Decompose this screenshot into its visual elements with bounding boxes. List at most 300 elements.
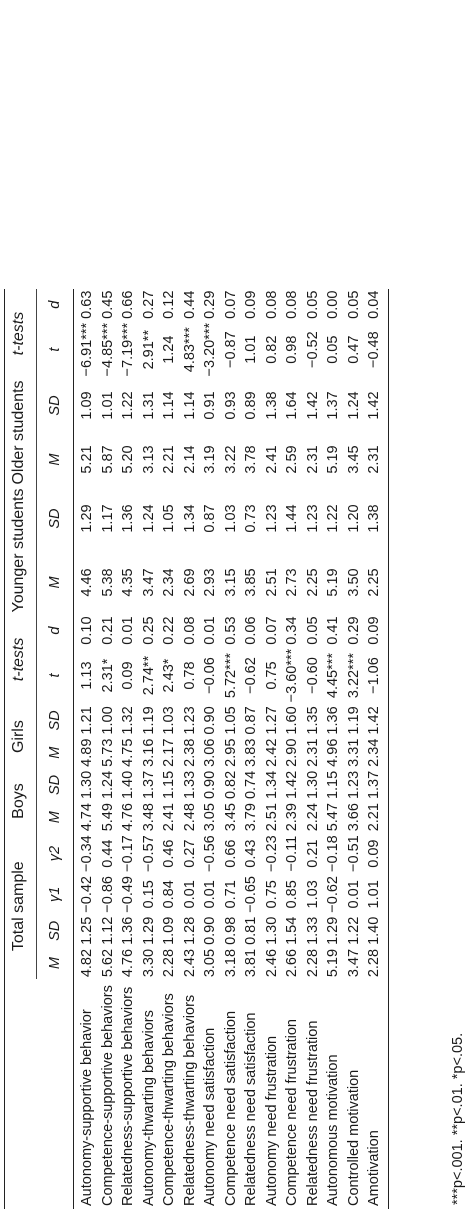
table-cell: 0.44 bbox=[181, 290, 198, 319]
group-header: t-tests bbox=[5, 614, 37, 704]
table-cell: 1.27 bbox=[263, 706, 280, 735]
table-cell: 0.66 bbox=[120, 290, 136, 319]
table-cell: 1.29 bbox=[325, 916, 341, 945]
table-row bbox=[221, 289, 242, 1209]
table-cell: 1.22 bbox=[120, 391, 136, 420]
row-label: Relatedness-supportive behaviors bbox=[120, 986, 136, 1206]
table-cell: 1.22 bbox=[345, 916, 362, 945]
table-cell: −0.42 bbox=[74, 874, 98, 915]
table-row bbox=[98, 289, 119, 1209]
table-cell: 0.08 bbox=[181, 616, 198, 645]
table-cell: 1.24 bbox=[345, 391, 362, 420]
table-cell: 5.49 bbox=[99, 803, 116, 832]
table-cell: 0.90 bbox=[202, 770, 218, 800]
table-cell: 1.30 bbox=[304, 770, 321, 800]
table-cell: 1.33 bbox=[304, 916, 321, 945]
table-cell: 1.15 bbox=[161, 770, 177, 800]
table-cell: 1.21 bbox=[74, 704, 98, 736]
table-cell: 5.20 bbox=[120, 445, 136, 474]
row-label: Autonomy need satisfaction bbox=[202, 1027, 218, 1206]
table-cell: 2.31 bbox=[364, 433, 388, 487]
table-cell: 1.05 bbox=[161, 504, 177, 533]
table-cell: 3.66 bbox=[345, 803, 362, 832]
table-cell: 1.32 bbox=[120, 706, 136, 735]
table-cell: 0.04 bbox=[364, 289, 388, 321]
row-label: Competence need satisfaction bbox=[222, 1010, 239, 1206]
table-cell: 3.18 bbox=[222, 948, 239, 978]
table-cell: 0.73 bbox=[243, 504, 259, 533]
table-cell: 2.90 bbox=[284, 738, 300, 767]
table-cell: 1.42 bbox=[284, 770, 300, 800]
table-cell: 0.41 bbox=[325, 616, 341, 645]
table-cell: −0.52 bbox=[304, 331, 321, 369]
table-cell: 2.34 bbox=[364, 737, 388, 769]
table-cell: 1.30 bbox=[263, 916, 280, 945]
table-cell: 2.43* bbox=[161, 658, 177, 693]
table-cell: 0.90 bbox=[202, 706, 218, 735]
table-cell: 3.83 bbox=[243, 738, 259, 767]
table-row bbox=[323, 289, 344, 1209]
table-cell: −3.20*** bbox=[202, 322, 218, 377]
table-cell: −0.62 bbox=[243, 657, 259, 694]
table-cell: 1.29 bbox=[140, 916, 157, 945]
table-row bbox=[241, 289, 262, 1209]
table-cell: 0.01 bbox=[345, 880, 362, 909]
table-row bbox=[303, 289, 324, 1209]
table-cell: −0.06 bbox=[202, 657, 218, 694]
table-cell: 0.89 bbox=[243, 391, 259, 420]
table-cell: 0.34 bbox=[284, 616, 300, 645]
table-cell: 1.23 bbox=[263, 504, 280, 533]
table-cell: 0.90 bbox=[202, 916, 218, 945]
table-cell: 1.01 bbox=[364, 874, 388, 915]
table-cell: 1.31 bbox=[140, 391, 157, 420]
significance-note: ***p<.001. **p<.01. *p<.05. bbox=[450, 1032, 466, 1205]
table-cell: 0.75 bbox=[263, 661, 280, 690]
table-cell: 0.05 bbox=[345, 290, 362, 319]
table-cell: 5.72*** bbox=[222, 652, 239, 699]
table-row bbox=[118, 289, 139, 1209]
table-cell: −0.18 bbox=[325, 835, 341, 872]
table-cell: 1.37 bbox=[140, 770, 157, 800]
table-cell: 2.21 bbox=[161, 445, 177, 474]
table-cell: 1.19 bbox=[140, 706, 157, 735]
table-cell: 0.87 bbox=[243, 706, 259, 735]
table-cell: 1.42 bbox=[304, 391, 321, 420]
table-cell: 2.14 bbox=[181, 445, 198, 474]
row-label: Autonomy-thwarting behaviors bbox=[140, 1010, 157, 1206]
table-cell: 2.34 bbox=[161, 568, 177, 597]
table-row bbox=[200, 289, 221, 1209]
table-cell: 4.74 bbox=[74, 801, 98, 833]
table-body bbox=[74, 289, 389, 1209]
table-cell: 2.91** bbox=[140, 329, 157, 370]
table-cell: 3.79 bbox=[243, 803, 259, 832]
table-cell: 2.41 bbox=[263, 445, 280, 474]
table-cell: 4.76 bbox=[120, 948, 136, 978]
table-cell: −0.57 bbox=[140, 835, 157, 872]
table-cell: −6.91*** bbox=[74, 321, 98, 379]
table-cell: 3.45 bbox=[222, 803, 239, 832]
table-cell: 3.85 bbox=[243, 568, 259, 597]
table-cell: 1.34 bbox=[263, 770, 280, 800]
table-cell: 3.05 bbox=[202, 948, 218, 978]
table-cell: 1.09 bbox=[161, 916, 177, 945]
group-header: Younger students bbox=[5, 487, 37, 615]
table-cell: −0.65 bbox=[243, 875, 259, 913]
table-header bbox=[5, 289, 74, 1209]
row-label: Amotivation bbox=[364, 979, 388, 1209]
row-label: Autonomy need frustration bbox=[263, 1035, 280, 1206]
table-cell: 0.00 bbox=[325, 290, 341, 319]
table-cell: 0.15 bbox=[140, 880, 157, 909]
table-cell: 2.25 bbox=[304, 568, 321, 597]
table-cell: −0.51 bbox=[345, 835, 362, 872]
table-cell: 1.19 bbox=[345, 706, 362, 735]
table-cell: 0.09 bbox=[120, 661, 136, 690]
group-header: Boys bbox=[5, 769, 37, 833]
table-cell: 5.47 bbox=[325, 803, 341, 832]
table-cell: 3.45 bbox=[345, 445, 362, 474]
table-cell: 2.39 bbox=[284, 803, 300, 832]
table-cell: 3.06 bbox=[202, 738, 218, 767]
table-cell: 0.74 bbox=[243, 770, 259, 800]
table-cell: 3.30 bbox=[140, 948, 157, 978]
table-cell: 4.82 bbox=[74, 947, 98, 979]
table-cell: 0.91 bbox=[202, 391, 218, 420]
table-cell: 1.40 bbox=[120, 770, 136, 800]
table-cell: 0.29 bbox=[202, 290, 218, 319]
column-subheader: M bbox=[46, 957, 63, 970]
table-cell: 0.84 bbox=[161, 880, 177, 909]
table-cell: 2.93 bbox=[202, 568, 218, 597]
row-label: Competence need frustration bbox=[284, 1019, 300, 1206]
table-cell: 1.36 bbox=[120, 916, 136, 945]
table-cell: 3.48 bbox=[140, 803, 157, 832]
table-cell: 3.31 bbox=[345, 738, 362, 767]
table-cell: 1.22 bbox=[325, 504, 341, 533]
table-cell: 2.31* bbox=[99, 658, 116, 693]
table-cell: 0.08 bbox=[263, 290, 280, 319]
table-cell: 0.01 bbox=[202, 616, 218, 645]
table-cell: −0.34 bbox=[74, 833, 98, 874]
table-cell: 3.22 bbox=[222, 445, 239, 474]
group-header: Older students bbox=[5, 378, 37, 486]
table-cell: 1.01 bbox=[99, 391, 116, 420]
table-cell: 0.82 bbox=[222, 770, 239, 800]
table-cell: 0.75 bbox=[263, 880, 280, 909]
table-cell: 0.66 bbox=[222, 839, 239, 868]
table-cell: 1.24 bbox=[140, 504, 157, 533]
table-cell: 4.89 bbox=[74, 737, 98, 769]
table-cell: 1.38 bbox=[263, 391, 280, 420]
table-cell: 2.69 bbox=[181, 568, 198, 597]
table-cell: 1.03 bbox=[161, 706, 177, 735]
table-cell: 1.23 bbox=[345, 770, 362, 800]
table-cell: 2.59 bbox=[284, 445, 300, 474]
column-subheader: γ2 bbox=[46, 845, 63, 862]
table-cell: 5.19 bbox=[325, 445, 341, 474]
table-cell: −0.56 bbox=[202, 835, 218, 872]
table-cell: 2.42 bbox=[263, 738, 280, 767]
table-cell: 5.19 bbox=[325, 568, 341, 597]
table-cell: 3.47 bbox=[140, 568, 157, 597]
table-cell: 1.15 bbox=[325, 770, 341, 800]
table-cell: 2.46 bbox=[263, 948, 280, 978]
table-row bbox=[344, 289, 365, 1209]
table-cell: 2.51 bbox=[263, 568, 280, 597]
column-subheader: SD bbox=[46, 395, 63, 416]
table-cell: 0.01 bbox=[181, 880, 198, 909]
table-cell: 3.50 bbox=[345, 568, 362, 597]
table-cell: 1.09 bbox=[74, 378, 98, 432]
table-row bbox=[282, 289, 303, 1209]
table-cell: 2.43 bbox=[181, 948, 198, 978]
table-cell: 2.48 bbox=[181, 803, 198, 832]
table-cell: 0.22 bbox=[161, 616, 177, 645]
table-cell: 0.01 bbox=[202, 880, 218, 909]
table-cell: 1.24 bbox=[161, 335, 177, 364]
table-cell: 2.21 bbox=[364, 801, 388, 833]
table-cell: 5.19 bbox=[325, 948, 341, 978]
table-cell: 0.05 bbox=[325, 335, 341, 364]
table-cell: 0.78 bbox=[181, 661, 198, 690]
table-cell: 0.71 bbox=[222, 880, 239, 909]
table-cell: 1.03 bbox=[304, 880, 321, 909]
table-cell: 1.42 bbox=[364, 704, 388, 736]
table-cell: 0.93 bbox=[222, 391, 239, 420]
table-cell: 0.27 bbox=[140, 290, 157, 319]
row-label: Competence-thwarting behaviors bbox=[161, 993, 177, 1206]
row-label: Relatedness-thwarting behaviors bbox=[181, 994, 198, 1206]
table-cell: 1.13 bbox=[74, 647, 98, 705]
table-cell: 2.73 bbox=[284, 568, 300, 597]
table-cell: 0.43 bbox=[243, 839, 259, 868]
table-cell: 1.38 bbox=[364, 487, 388, 551]
table-cell: 4.96 bbox=[325, 738, 341, 767]
table-cell: 1.54 bbox=[284, 916, 300, 945]
table-cell: 3.81 bbox=[243, 948, 259, 978]
table-row bbox=[139, 289, 160, 1209]
row-label-subheader bbox=[36, 979, 74, 1209]
group-header: Total sample bbox=[5, 833, 37, 979]
table-cell: 1.33 bbox=[181, 770, 198, 800]
table-cell: 2.31 bbox=[304, 738, 321, 767]
table-cell: 0.21 bbox=[304, 839, 321, 868]
table-cell: 3.22*** bbox=[345, 652, 362, 699]
table-cell: 1.14 bbox=[181, 391, 198, 420]
group-header-row bbox=[5, 289, 37, 1209]
table-cell: 3.47 bbox=[345, 948, 362, 978]
table-cell: 0.21 bbox=[99, 616, 116, 645]
table-cell: 0.10 bbox=[74, 614, 98, 646]
table-row bbox=[180, 289, 201, 1209]
table-cell: 3.13 bbox=[140, 445, 157, 474]
table-cell: 1.36 bbox=[120, 504, 136, 533]
table-cell: 1.37 bbox=[364, 769, 388, 801]
table-row bbox=[364, 289, 388, 1209]
table-cell: 1.37 bbox=[325, 391, 341, 420]
column-subheader: SD bbox=[46, 774, 63, 796]
table-cell: −4.85*** bbox=[99, 322, 116, 377]
table-cell: −0.11 bbox=[284, 835, 300, 872]
column-subheader: M bbox=[46, 576, 63, 589]
table-cell: 1.05 bbox=[222, 706, 239, 735]
table-cell: 0.98 bbox=[284, 335, 300, 364]
table-cell: 3.78 bbox=[243, 445, 259, 474]
column-subheader: SD bbox=[46, 508, 63, 529]
table-cell: 2.95 bbox=[222, 738, 239, 767]
table-cell: 5.21 bbox=[74, 433, 98, 487]
table-cell: 1.01 bbox=[243, 335, 259, 364]
column-subheader: SD bbox=[46, 920, 63, 941]
table-cell: −0.60 bbox=[304, 657, 321, 694]
group-header: t-tests bbox=[5, 289, 37, 379]
table-cell: 4.45*** bbox=[325, 652, 341, 699]
table-cell: 0.98 bbox=[222, 916, 239, 945]
column-subheader: d bbox=[46, 300, 63, 309]
column-subheader: t bbox=[46, 347, 63, 352]
table-cell: 0.27 bbox=[181, 839, 198, 868]
statistics-table bbox=[4, 289, 389, 1209]
table-cell: −0.49 bbox=[120, 875, 136, 913]
table-cell: 1.00 bbox=[99, 706, 116, 735]
table-cell: 0.53 bbox=[222, 616, 239, 645]
table-cell: 0.45 bbox=[99, 290, 116, 319]
table-cell: 2.17 bbox=[161, 738, 177, 767]
table-cell: 5.38 bbox=[99, 568, 116, 597]
row-label: Controlled motivation bbox=[345, 1069, 362, 1206]
table-cell: 1.20 bbox=[345, 504, 362, 533]
table-cell: 0.07 bbox=[222, 290, 239, 319]
table-cell: 0.08 bbox=[284, 290, 300, 319]
row-label: Relatedness need frustration bbox=[304, 1020, 321, 1206]
table-cell: 0.25 bbox=[140, 616, 157, 645]
table-cell: 2.51 bbox=[263, 803, 280, 832]
table-cell: 0.09 bbox=[364, 614, 388, 646]
table-cell: −0.48 bbox=[364, 321, 388, 379]
table-cell: −0.17 bbox=[120, 835, 136, 872]
table-cell: 0.44 bbox=[99, 839, 116, 868]
table-cell: 2.24 bbox=[304, 803, 321, 832]
column-subheader: M bbox=[46, 811, 63, 824]
column-subheader: d bbox=[46, 626, 63, 635]
table-cell: 2.31 bbox=[304, 445, 321, 474]
table-cell: 5.87 bbox=[99, 445, 116, 474]
table-cell: 1.24 bbox=[99, 770, 116, 800]
column-subheader: γ1 bbox=[46, 886, 63, 902]
table-cell: 2.41 bbox=[161, 803, 177, 832]
table-cell: 5.73 bbox=[99, 738, 116, 767]
table-cell: 2.28 bbox=[364, 947, 388, 979]
table-cell: 1.29 bbox=[74, 487, 98, 551]
table-cell: 0.07 bbox=[263, 616, 280, 645]
row-label: Relatedness need satisfaction bbox=[243, 1012, 259, 1206]
table-cell: 1.17 bbox=[99, 504, 116, 533]
table-cell: 3.05 bbox=[202, 803, 218, 832]
table-cell: 2.66 bbox=[284, 948, 300, 978]
table-row bbox=[74, 289, 98, 1209]
table-cell: 2.74** bbox=[140, 655, 157, 696]
table-cell: −0.87 bbox=[222, 331, 239, 369]
table-cell: 1.23 bbox=[181, 706, 198, 735]
table-cell: 1.34 bbox=[181, 504, 198, 533]
column-subheader: M bbox=[46, 453, 63, 466]
table-cell: −0.86 bbox=[99, 875, 116, 913]
table-cell: 1.60 bbox=[284, 706, 300, 735]
table-cell: 1.23 bbox=[304, 504, 321, 533]
table-cell: 0.47 bbox=[345, 335, 362, 364]
table-cell: 2.28 bbox=[161, 948, 177, 978]
table-cell: 0.85 bbox=[284, 880, 300, 909]
table-cell: 1.44 bbox=[284, 504, 300, 533]
table-cell: −1.06 bbox=[364, 647, 388, 705]
table-cell: 0.29 bbox=[345, 616, 362, 645]
table-cell: 0.05 bbox=[304, 290, 321, 319]
column-subheader: M bbox=[46, 746, 63, 759]
row-label-header bbox=[5, 979, 37, 1209]
table-row bbox=[262, 289, 283, 1209]
table-cell: −3.60*** bbox=[284, 648, 300, 703]
table-cell: 4.75 bbox=[120, 738, 136, 767]
table-cell: 0.81 bbox=[243, 916, 259, 945]
table-cell: 1.30 bbox=[74, 769, 98, 801]
table-cell: 1.42 bbox=[364, 378, 388, 432]
table-cell: 2.28 bbox=[304, 948, 321, 978]
table-cell: 1.12 bbox=[99, 916, 116, 945]
table-cell: 0.12 bbox=[161, 290, 177, 319]
table-cell: 3.19 bbox=[202, 445, 218, 474]
table-cell: 0.46 bbox=[161, 839, 177, 868]
table-cell: 0.06 bbox=[243, 616, 259, 645]
table-cell: 0.01 bbox=[120, 616, 136, 645]
table-cell: 1.03 bbox=[222, 504, 239, 533]
table-cell: 5.62 bbox=[99, 948, 116, 978]
row-label: Competence-supportive behaviors bbox=[99, 985, 116, 1206]
table-cell: −0.62 bbox=[325, 875, 341, 913]
column-subheader: t bbox=[46, 673, 63, 678]
table-cell: 1.35 bbox=[304, 706, 321, 735]
table-cell: 1.36 bbox=[325, 706, 341, 735]
row-label: Autonomous motivation bbox=[325, 1054, 341, 1206]
column-subheader: SD bbox=[46, 710, 63, 731]
table-cell: 1.40 bbox=[364, 915, 388, 947]
group-header: Girls bbox=[5, 704, 37, 768]
table-cell: 0.05 bbox=[304, 616, 321, 645]
table-cell: −7.19*** bbox=[120, 322, 136, 377]
table-cell: 0.82 bbox=[263, 335, 280, 364]
table-cell: 4.46 bbox=[74, 551, 98, 615]
table-cell: 0.87 bbox=[202, 504, 218, 533]
subheader-row bbox=[36, 289, 74, 1209]
table-cell: 0.09 bbox=[364, 833, 388, 874]
table-row bbox=[159, 289, 180, 1209]
table-cell: 1.28 bbox=[181, 916, 198, 945]
table-cell: 1.25 bbox=[74, 915, 98, 947]
table-cell: 4.76 bbox=[120, 803, 136, 832]
table-cell: 0.63 bbox=[74, 289, 98, 321]
table-cell: 4.83*** bbox=[181, 327, 198, 373]
table-cell: 2.38 bbox=[181, 738, 198, 767]
table-cell: 3.15 bbox=[222, 568, 239, 597]
table-cell: 0.09 bbox=[243, 290, 259, 319]
table-cell: −0.23 bbox=[263, 835, 280, 872]
table-cell: 3.16 bbox=[140, 738, 157, 767]
table-cell: 1.64 bbox=[284, 391, 300, 420]
row-label: Autonomy-supportive behavior bbox=[74, 979, 98, 1209]
table-cell: 1.14 bbox=[161, 391, 177, 420]
table-cell: 2.25 bbox=[364, 551, 388, 615]
